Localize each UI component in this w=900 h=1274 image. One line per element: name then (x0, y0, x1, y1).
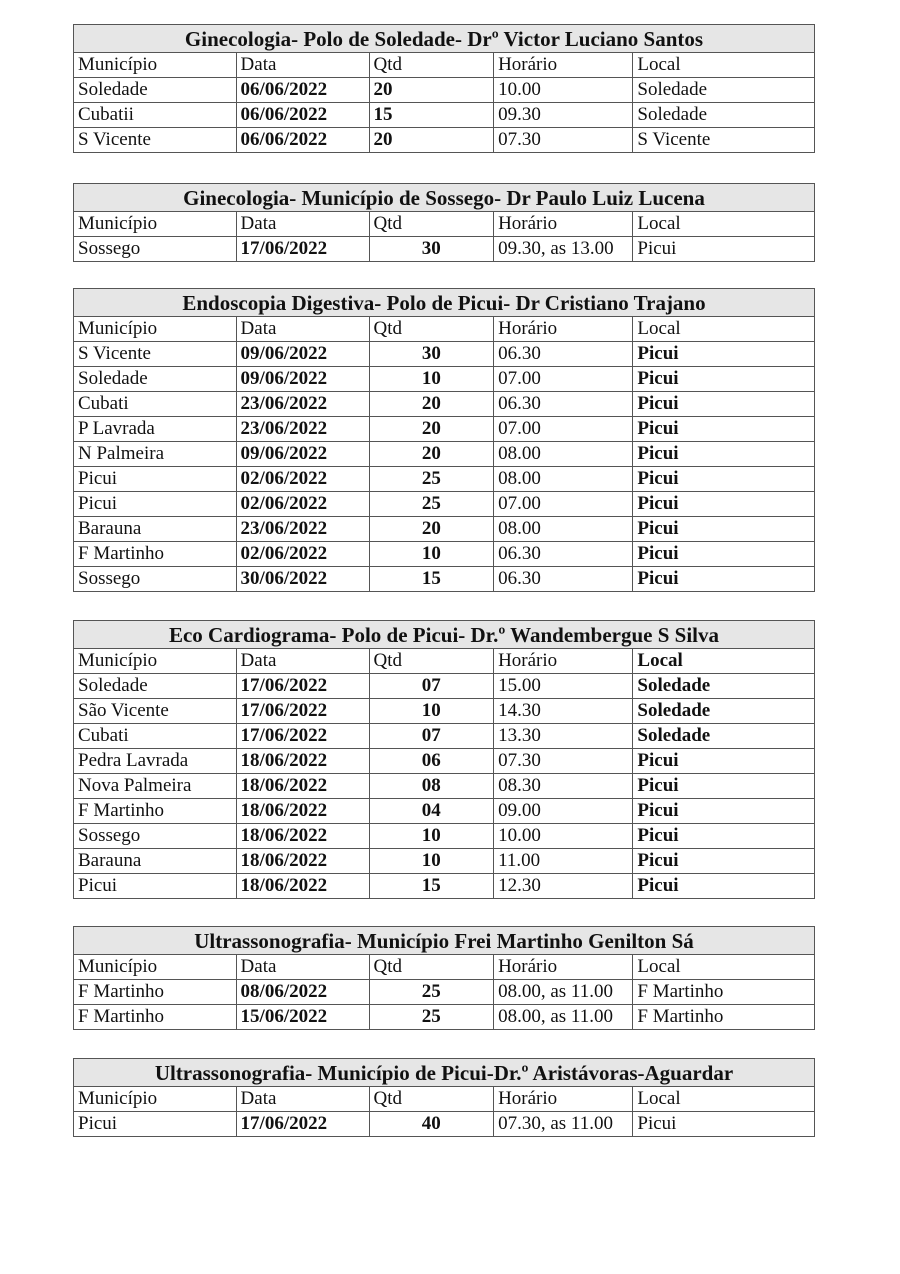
column-header-horario: Horário (494, 212, 633, 237)
table-row (74, 980, 815, 1005)
cell-qtd: 25 (369, 492, 494, 517)
cell-local: Picui (633, 367, 815, 392)
cell-data: 17/06/2022 (236, 699, 369, 724)
cell-municipio: Sossego (74, 824, 237, 849)
column-header-municipio: Município (74, 1087, 237, 1112)
cell-municipio: Soledade (74, 78, 237, 103)
cell-horario: 06.30 (494, 342, 633, 367)
cell-local: Picui (633, 492, 815, 517)
cell-local: Soledade (633, 674, 815, 699)
cell-qtd: 10 (369, 367, 494, 392)
table-row (74, 517, 815, 542)
column-header-data: Data (236, 212, 369, 237)
cell-local: Picui (633, 799, 815, 824)
column-header-local: Local (633, 1087, 815, 1112)
cell-horario: 06.30 (494, 392, 633, 417)
column-header-municipio: Município (74, 317, 237, 342)
column-header-qtd: Qtd (369, 53, 494, 78)
cell-horario: 11.00 (494, 849, 633, 874)
cell-data: 09/06/2022 (236, 342, 369, 367)
cell-local: Picui (633, 467, 815, 492)
column-header-horario: Horário (494, 955, 633, 980)
column-header-qtd: Qtd (369, 1087, 494, 1112)
cell-qtd: 30 (369, 342, 494, 367)
cell-municipio: Pedra Lavrada (74, 749, 237, 774)
cell-qtd: 40 (369, 1112, 494, 1137)
table-row (74, 849, 815, 874)
table-row (74, 417, 815, 442)
cell-data: 18/06/2022 (236, 774, 369, 799)
cell-municipio: Barauna (74, 517, 237, 542)
cell-horario: 06.30 (494, 542, 633, 567)
cell-qtd: 06 (369, 749, 494, 774)
schedule-table (73, 288, 815, 592)
cell-data: 06/06/2022 (236, 78, 369, 103)
cell-municipio: Sossego (74, 237, 237, 262)
cell-data: 18/06/2022 (236, 749, 369, 774)
table-row (74, 237, 815, 262)
cell-municipio: Barauna (74, 849, 237, 874)
cell-municipio: Cubati (74, 392, 237, 417)
cell-municipio: Picui (74, 492, 237, 517)
cell-data: 18/06/2022 (236, 849, 369, 874)
cell-local: Soledade (633, 699, 815, 724)
cell-data: 09/06/2022 (236, 367, 369, 392)
cell-local: F Martinho (633, 980, 815, 1005)
column-header-qtd: Qtd (369, 212, 494, 237)
cell-data: 17/06/2022 (236, 674, 369, 699)
cell-data: 02/06/2022 (236, 492, 369, 517)
column-header-horario: Horário (494, 317, 633, 342)
cell-data: 02/06/2022 (236, 542, 369, 567)
cell-horario: 08.00 (494, 442, 633, 467)
cell-qtd: 20 (369, 392, 494, 417)
cell-municipio: Picui (74, 874, 237, 899)
cell-qtd: 15 (369, 874, 494, 899)
table-header-row (74, 53, 815, 78)
table-row (74, 392, 815, 417)
table-title-row (74, 621, 815, 649)
table-title-row (74, 289, 815, 317)
column-header-local: Local (633, 53, 815, 78)
cell-data: 08/06/2022 (236, 980, 369, 1005)
cell-horario: 07.00 (494, 492, 633, 517)
cell-municipio: Soledade (74, 674, 237, 699)
table-row (74, 103, 815, 128)
column-header-municipio: Município (74, 955, 237, 980)
cell-local: Picui (633, 442, 815, 467)
cell-data: 18/06/2022 (236, 874, 369, 899)
cell-municipio: São Vicente (74, 699, 237, 724)
cell-data: 23/06/2022 (236, 392, 369, 417)
cell-qtd: 25 (369, 467, 494, 492)
cell-qtd: 20 (369, 78, 494, 103)
table-row (74, 874, 815, 899)
table-row (74, 1112, 815, 1137)
table-title-row (74, 1059, 815, 1087)
cell-horario: 08.00, as 11.00 (494, 1005, 633, 1030)
table-row (74, 367, 815, 392)
cell-qtd: 07 (369, 724, 494, 749)
column-header-local: Local (633, 955, 815, 980)
column-header-horario: Horário (494, 53, 633, 78)
cell-local: Picui (633, 874, 815, 899)
cell-municipio: S Vicente (74, 128, 237, 153)
cell-horario: 07.30, as 11.00 (494, 1112, 633, 1137)
cell-municipio: Nova Palmeira (74, 774, 237, 799)
table-header-row (74, 212, 815, 237)
table-row (74, 724, 815, 749)
schedule-table (73, 183, 815, 262)
column-header-local: Local (633, 649, 815, 674)
schedule-table (73, 926, 815, 1030)
cell-horario: 08.30 (494, 774, 633, 799)
table-header-row (74, 317, 815, 342)
cell-horario: 09.00 (494, 799, 633, 824)
cell-qtd: 30 (369, 237, 494, 262)
table-row (74, 542, 815, 567)
table-row (74, 774, 815, 799)
cell-local: Picui (633, 567, 815, 592)
column-header-horario: Horário (494, 649, 633, 674)
table-title: Ultrassonografia- Município de Picui-Dr.º Aristávoras-Aguardar (74, 1059, 815, 1087)
cell-local: Picui (633, 237, 815, 262)
cell-qtd: 20 (369, 128, 494, 153)
cell-horario: 14.30 (494, 699, 633, 724)
cell-municipio: Picui (74, 467, 237, 492)
column-header-qtd: Qtd (369, 955, 494, 980)
cell-local: Picui (633, 417, 815, 442)
table-row (74, 699, 815, 724)
cell-data: 23/06/2022 (236, 417, 369, 442)
cell-qtd: 25 (369, 1005, 494, 1030)
cell-local: Soledade (633, 78, 815, 103)
cell-local: Picui (633, 824, 815, 849)
table-row (74, 1005, 815, 1030)
cell-municipio: F Martinho (74, 1005, 237, 1030)
cell-qtd: 25 (369, 980, 494, 1005)
cell-qtd: 10 (369, 849, 494, 874)
table-row (74, 442, 815, 467)
cell-municipio: F Martinho (74, 542, 237, 567)
column-header-municipio: Município (74, 649, 237, 674)
cell-horario: 10.00 (494, 824, 633, 849)
cell-municipio: Cubatii (74, 103, 237, 128)
column-header-municipio: Município (74, 212, 237, 237)
cell-horario: 08.00 (494, 467, 633, 492)
cell-qtd: 07 (369, 674, 494, 699)
cell-qtd: 15 (369, 103, 494, 128)
column-header-qtd: Qtd (369, 317, 494, 342)
cell-municipio: Soledade (74, 367, 237, 392)
cell-municipio: Sossego (74, 567, 237, 592)
table-row (74, 799, 815, 824)
cell-municipio: S Vicente (74, 342, 237, 367)
table-row (74, 492, 815, 517)
cell-local: Picui (633, 749, 815, 774)
table-row (74, 467, 815, 492)
cell-local: Picui (633, 392, 815, 417)
cell-qtd: 20 (369, 417, 494, 442)
table-row (74, 567, 815, 592)
cell-horario: 08.00, as 11.00 (494, 980, 633, 1005)
column-header-data: Data (236, 955, 369, 980)
cell-data: 06/06/2022 (236, 103, 369, 128)
cell-qtd: 20 (369, 517, 494, 542)
table-title: Ginecologia- Polo de Soledade- Drº Victor Luciano Santos (74, 25, 815, 53)
cell-qtd: 08 (369, 774, 494, 799)
cell-horario: 09.30 (494, 103, 633, 128)
table-row (74, 674, 815, 699)
column-header-municipio: Município (74, 53, 237, 78)
table-header-row (74, 1087, 815, 1112)
schedule-table (73, 24, 815, 153)
cell-local: Picui (633, 1112, 815, 1137)
table-row (74, 342, 815, 367)
cell-horario: 10.00 (494, 78, 633, 103)
cell-horario: 07.00 (494, 367, 633, 392)
cell-local: S Vicente (633, 128, 815, 153)
table-header-row (74, 649, 815, 674)
table-title: Ginecologia- Município de Sossego- Dr Paulo Luiz Lucena (74, 184, 815, 212)
cell-local: Picui (633, 542, 815, 567)
column-header-data: Data (236, 317, 369, 342)
column-header-horario: Horário (494, 1087, 633, 1112)
table-row (74, 128, 815, 153)
cell-data: 15/06/2022 (236, 1005, 369, 1030)
cell-horario: 08.00 (494, 517, 633, 542)
cell-municipio: Cubati (74, 724, 237, 749)
cell-municipio: N Palmeira (74, 442, 237, 467)
cell-local: Soledade (633, 103, 815, 128)
cell-qtd: 04 (369, 799, 494, 824)
cell-data: 17/06/2022 (236, 1112, 369, 1137)
cell-data: 30/06/2022 (236, 567, 369, 592)
table-row (74, 78, 815, 103)
cell-horario: 12.30 (494, 874, 633, 899)
cell-qtd: 10 (369, 824, 494, 849)
cell-local: F Martinho (633, 1005, 815, 1030)
cell-data: 23/06/2022 (236, 517, 369, 542)
table-title-row (74, 184, 815, 212)
cell-horario: 07.30 (494, 749, 633, 774)
table-title: Eco Cardiograma- Polo de Picui- Dr.º Wandembergue S Silva (74, 621, 815, 649)
table-row (74, 824, 815, 849)
column-header-qtd: Qtd (369, 649, 494, 674)
cell-data: 18/06/2022 (236, 824, 369, 849)
cell-data: 18/06/2022 (236, 799, 369, 824)
cell-data: 17/06/2022 (236, 724, 369, 749)
cell-qtd: 20 (369, 442, 494, 467)
cell-qtd: 15 (369, 567, 494, 592)
column-header-local: Local (633, 212, 815, 237)
cell-horario: 15.00 (494, 674, 633, 699)
column-header-local: Local (633, 317, 815, 342)
cell-horario: 13.30 (494, 724, 633, 749)
cell-qtd: 10 (369, 699, 494, 724)
table-title-row (74, 927, 815, 955)
table-header-row (74, 955, 815, 980)
cell-horario: 07.30 (494, 128, 633, 153)
cell-local: Picui (633, 517, 815, 542)
schedule-table (73, 1058, 815, 1137)
cell-horario: 07.00 (494, 417, 633, 442)
column-header-data: Data (236, 53, 369, 78)
cell-qtd: 10 (369, 542, 494, 567)
cell-data: 06/06/2022 (236, 128, 369, 153)
cell-local: Soledade (633, 724, 815, 749)
cell-data: 02/06/2022 (236, 467, 369, 492)
cell-data: 09/06/2022 (236, 442, 369, 467)
table-title: Ultrassonografia- Município Frei Martinho Genilton Sá (74, 927, 815, 955)
column-header-data: Data (236, 649, 369, 674)
cell-municipio: F Martinho (74, 799, 237, 824)
cell-local: Picui (633, 849, 815, 874)
schedule-table (73, 620, 815, 899)
cell-local: Picui (633, 774, 815, 799)
column-header-data: Data (236, 1087, 369, 1112)
cell-data: 17/06/2022 (236, 237, 369, 262)
cell-municipio: P Lavrada (74, 417, 237, 442)
cell-local: Picui (633, 342, 815, 367)
cell-municipio: Picui (74, 1112, 237, 1137)
cell-horario: 06.30 (494, 567, 633, 592)
table-title-row (74, 25, 815, 53)
cell-horario: 09.30, as 13.00 (494, 237, 633, 262)
table-title: Endoscopia Digestiva- Polo de Picui- Dr Cristiano Trajano (74, 289, 815, 317)
table-row (74, 749, 815, 774)
cell-municipio: F Martinho (74, 980, 237, 1005)
